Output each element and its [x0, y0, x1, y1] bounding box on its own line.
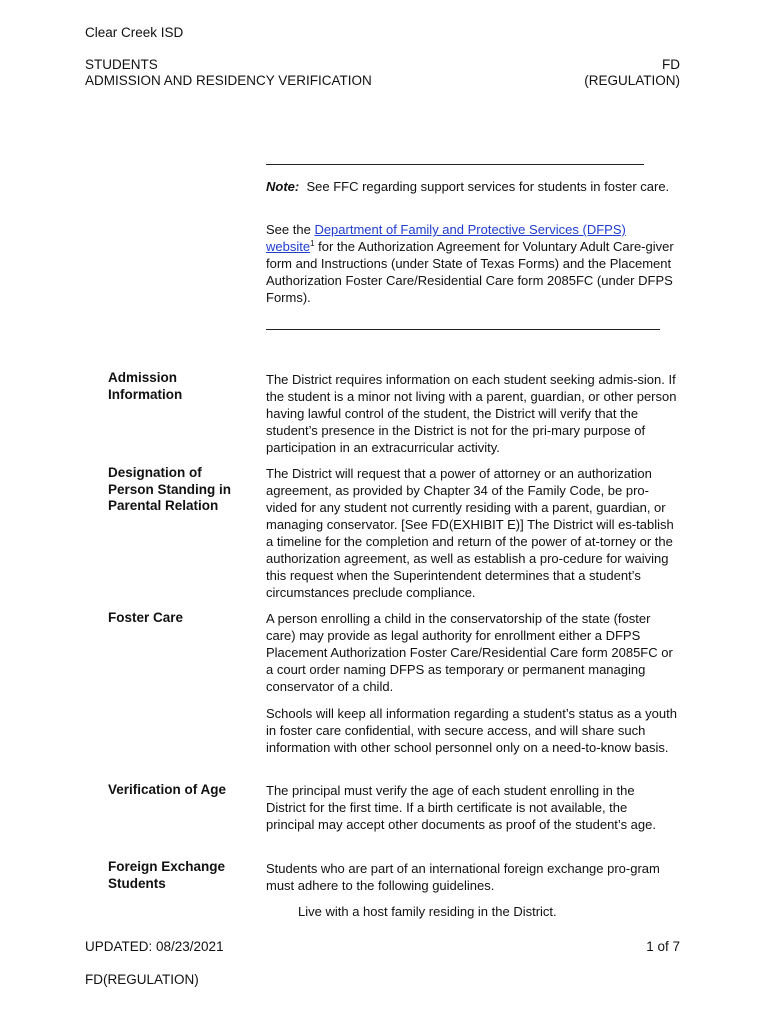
district-name: Clear Creek ISD [85, 25, 184, 40]
dfps-prefix: See the [266, 222, 315, 237]
foster-care-text-2: Schools will keep all information regarding a student’s status as a youth in foster care confidential, with secure access, and will share such information with other school personnel only on a need-to-know basis. [266, 706, 677, 755]
admission-text: The District requires information on each student seeking admis-sion. If the student is a minor not living with a parent, guardian, or other person having lawful control of the student, the District will verify that the student’s presence in the District is not for the pri-mary purpose of participation in an extracurricular activity. [266, 372, 677, 455]
admission-label: Admission Information [108, 370, 183, 402]
page-number: 1 of 7 [646, 939, 680, 954]
policy-type: (REGULATION) [584, 73, 680, 88]
foreign-exchange-bullet: Live with a host family residing in the District. [298, 904, 557, 919]
policy-code: FD [662, 57, 680, 72]
foster-care-label: Foster Care [108, 610, 184, 625]
verification-age-label: Verification of Age [108, 782, 227, 797]
dfps-paragraph [266, 221, 676, 306]
dfps-suffix: for the Authorization Agreement for Voluntary Adult Care-giver form and Instructions (under State of Texas Forms) and the Placement Authorization Foster Care/Residential Care form 2085FC (under DFPS Forms). [266, 239, 674, 305]
note-bottom-rule [266, 329, 660, 330]
designation-text: The District will request that a power of attorney or an authorization agreement, as provided by Chapter 34 of the Family Code, be pro-vided for any student not currently residing with a parent, guardian, or managing conservator. [See FD(EXHIBIT E)] The District will es-tablish a timeline for the completion and return of the power of at-torney or the authorization agreement, as well as establish a pro-cedure for waiving this request when the Superintendent determines that a student’s circumstances preclude compliance. [266, 466, 674, 600]
updated-date: UPDATED: 08/23/2021 [85, 939, 224, 954]
note-paragraph [266, 178, 676, 195]
foreign-exchange-label: Foreign Exchange Students [108, 859, 226, 891]
foster-care-text-1: A person enrolling a child in the conservatorship of the state (foster care) may provide as legal authority for enrollment either a DFPS Placement Authorization Foster Care/Residential Care form 2085FC or a court order naming DFPS as temporary or permanent managing conservator of a child. [266, 611, 673, 694]
footnote-marker: 1 [310, 239, 315, 248]
note-top-rule [266, 164, 644, 165]
foreign-exchange-text: Students who are part of an international foreign exchange pro-gram must adhere to the following guidelines. [266, 861, 660, 893]
dfps-website-link[interactable]: Department of Family and Protective Services (DFPS) website [266, 222, 626, 254]
designation-label: Designation of Person Standing in Parental Relation [108, 465, 232, 513]
section-name: STUDENTS [85, 57, 158, 72]
note-text: See FFC regarding support services for students in foster care. [306, 179, 670, 194]
verification-age-text: The principal must verify the age of each student enrolling in the District for the first time. If a birth certificate is not available, the principal may accept other documents as proof of the student’s age. [266, 783, 656, 832]
policy-title: ADMISSION AND RESIDENCY VERIFICATION [85, 73, 372, 88]
footer-code: FD(REGULATION) [85, 972, 199, 987]
note-label: Note: [266, 179, 300, 194]
